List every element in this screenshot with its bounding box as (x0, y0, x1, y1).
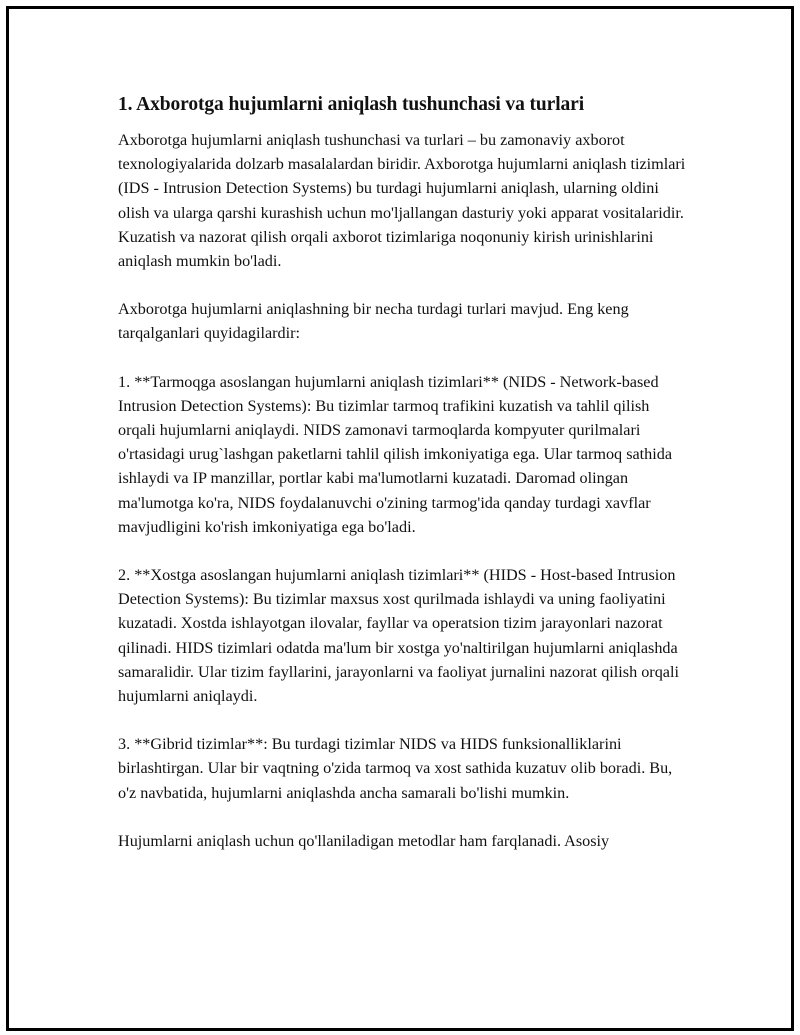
paragraph-nids: 1. **Tarmoqga asoslangan hujumlarni aniqlash tizimlari** (NIDS - Network-based Intrusion Detection Systems): Bu tizimlar tarmoq trafikini kuzatish va tahlil qilish orqali hujumlarni aniqlaydi. NIDS zamonavi tarmoqlarda kompyuter qurilmalari o'rtasidagi urug`lashgan paketlarni tahlil qilish imkoniyatiga ega. Ular tarmoq sathida ishlaydi va IP manzillar, portlar kabi ma'lumotlarni kuzatadi. Daromad olingan ma'lumotga ko'ra, NIDS foydalanuvchi o'zining tarmog'ida qanday turdagi xavflar mavjudligini ko'rish imkoniyatiga ega bo'ladi. (118, 372, 673, 536)
paragraph-methods: Hujumlarni aniqlash uchun qo'llaniladigan metodlar ham farqlanadi. Asosiy (118, 831, 610, 850)
section-heading: 1. Axborotga hujumlarni aniqlash tushunchasi va turlari (118, 94, 585, 115)
paragraph-types-intro: Axborotga hujumlarni aniqlashning bir necha turdagi turlari mavjud. Eng keng tarqalganlari quyidagilardir: (118, 300, 629, 343)
paragraph-hybrid: 3. **Gibrid tizimlar**: Bu turdagi tizimlar NIDS va HIDS funksionalliklarini birlashtirgan. Ular bir vaqtning o'zida tarmoq va xost sathida kuzatuv olib boradi. Bu, o'z navbatida, hujumlarni aniqlashda ancha samarali bo'lishi mumkin. (118, 735, 673, 802)
document-body (118, 92, 688, 877)
paragraph-hids: 2. **Xostga asoslangan hujumlarni aniqlash tizimlari** (HIDS - Host-based Intrusion Detection Systems): Bu tizimlar maxsus xost qurilmada ishlaydi va uning faoliyatini kuzatadi. Xostda ishlayotgan ilovalar, fayllar va operatsion tizim jarayonlari nazorat qilinadi. HIDS tizimlari odatda ma'lum bir xostga yo'naltirilgan hujumlarni aniqlashda samaralidir. Ular tizim fayllarini, jarayonlarni va faoliyat jurnalini nazorat qilish orqali hujumlarni aniqlaydi. (118, 566, 679, 706)
paragraph-intro: Axborotga hujumlarni aniqlash tushunchasi va turlari – bu zamonaviy axborot texnologiyalarida dolzarb masalalardan biridir. Axborotga hujumlarni aniqlash tizimlari (IDS - Intrusion Detection Systems) bu turdagi hujumlarni aniqlash, ularning oldini olish va ularga qarshi kurashish uchun mo'ljallangan dasturiy yoki apparat vositalaridir. Kuzatish va nazorat qilish orqali axborot tizimlariga noqonuniy kirish urinishlarini aniqlash mumkin bo'ladi. (118, 131, 686, 271)
